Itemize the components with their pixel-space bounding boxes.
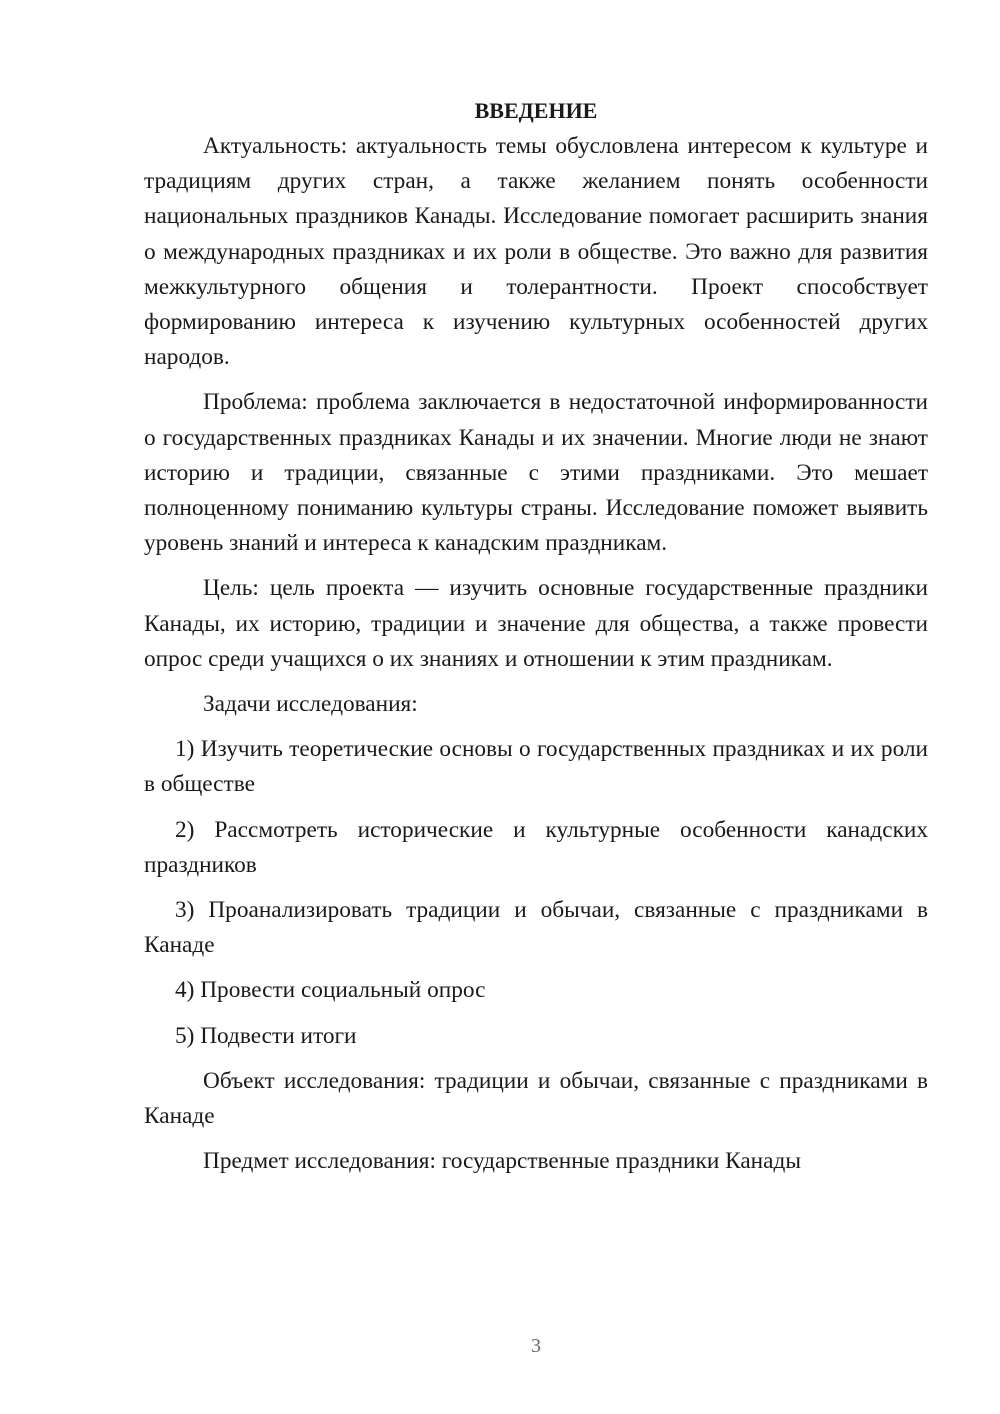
- task-item: 4) Провести социальный опрос: [175, 977, 486, 1004]
- page-number: 3: [531, 1335, 541, 1357]
- task-item: 1) Изучить теоретические основы о государственных праздниках и их роли в обществе: [144, 736, 928, 798]
- page-content: [144, 93, 928, 1189]
- goal-paragraph: Цель: цель проекта — изучить основные государственные праздники Канады, их историю, традиции и значение для общества, а также провести опрос среди учащихся о их знаниях и отношении к этим праздникам.: [144, 575, 928, 672]
- task-item: 3) Проанализировать традиции и обычаи, связанные с праздниками в Канаде: [144, 897, 928, 959]
- problem-paragraph: Проблема: проблема заключается в недостаточной информированности о государственных праздниках Канады и их значении. Многие люди не знают историю и традиции, связанные с этими праздниками. Это мешает полноценному пониманию культуры страны. Исследование поможет выявить уровень знаний и интереса к канадским праздникам.: [144, 389, 928, 557]
- tasks-list: [144, 732, 928, 1054]
- task-item: 5) Подвести итоги: [175, 1022, 357, 1049]
- subject-paragraph: Предмет исследования: государственные праздники Канады: [203, 1148, 801, 1175]
- object-paragraph: Объект исследования: традиции и обычаи, связанные с праздниками в Канаде: [144, 1067, 928, 1130]
- task-item: 2) Рассмотреть исторические и культурные особенности канадских праздников: [144, 816, 928, 878]
- section-heading: ВВЕДЕНИЕ: [474, 98, 598, 123]
- tasks-title: Задачи исследования:: [203, 691, 418, 718]
- relevance-paragraph: Актуальность: актуальность темы обусловлена интересом к культуре и традициям других стран, а также желанием понять особенности национальных праздников Канады. Исследование помогает расширить знания о международных праздниках и их роли в обществе. Это важно для развития межкультурного общения и толерантности. Проект способствует формированию интереса к изучению культурных особенностей других народов.: [144, 133, 928, 371]
